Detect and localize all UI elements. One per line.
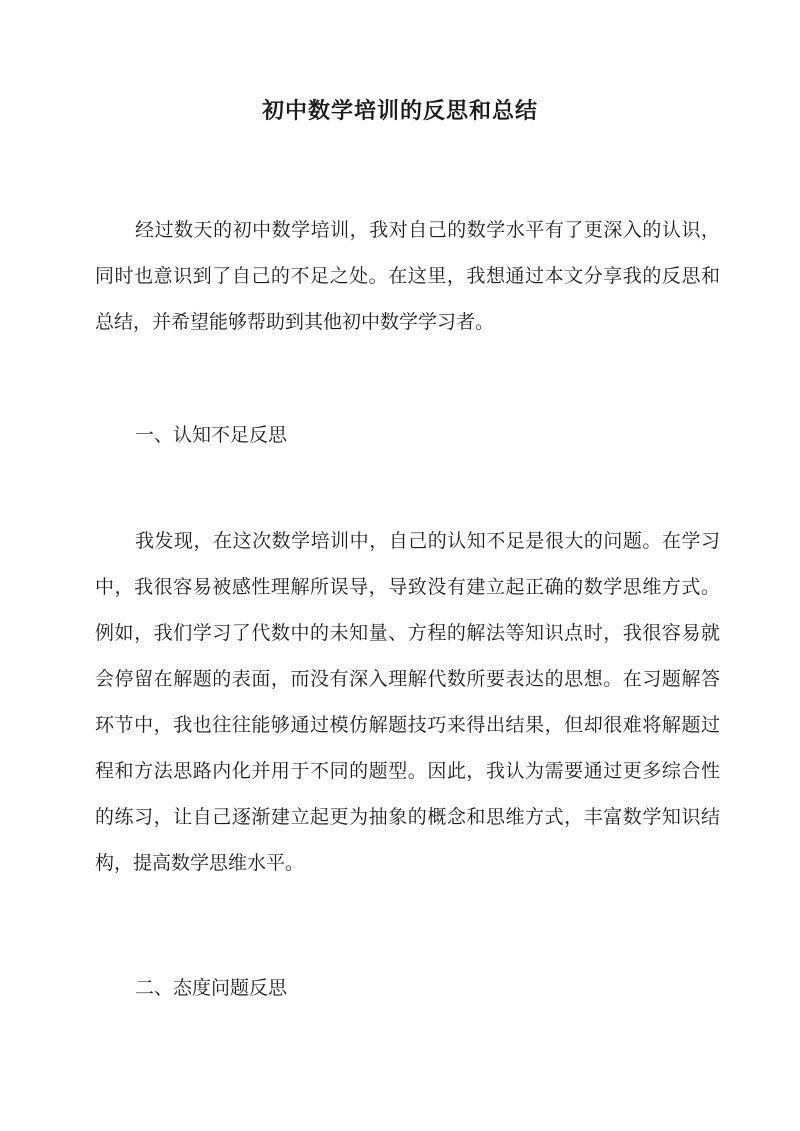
paragraph-line: 会停留在解题的表面，而没有深入理解代数所要表达的思想。在习题解答 <box>95 668 720 690</box>
paragraph-line: 环节中，我也往往能够通过模仿解题技巧来得出结果，但却很难将解题过 <box>95 714 720 736</box>
paragraph-line: 经过数天的初中数学培训，我对自己的数学水平有了更深入的认识， <box>135 219 720 241</box>
intro-paragraph <box>95 207 720 345</box>
paragraph-line: 例如，我们学习了代数中的未知量、方程的解法等知识点时，我很容易就 <box>95 622 720 644</box>
section-heading-1: 一、认知不足反思 <box>135 424 288 446</box>
paragraph-line: 同时也意识到了自己的不足之处。在这里，我想通过本文分享我的反思和 <box>95 265 720 287</box>
paragraph-line: 总结，并希望能够帮助到其他初中数学学习者。 <box>95 311 495 333</box>
document-title: 初中数学培训的反思和总结 <box>261 98 538 124</box>
paragraph-line: 的练习，让自己逐渐建立起更为抽象的概念和思维方式，丰富数学知识结 <box>95 806 720 828</box>
paragraph-line: 我发现，在这次数学培训中，自己的认知不足是很大的问题。在学习 <box>135 530 720 552</box>
paragraph-line: 构，提高数学思维水平。 <box>95 852 305 874</box>
section1-paragraph <box>95 518 720 886</box>
paragraph-line: 程和方法思路内化并用于不同的题型。因此，我认为需要通过更多综合性 <box>95 760 720 782</box>
section-heading-2: 二、态度问题反思 <box>135 977 288 999</box>
paragraph-line: 中，我很容易被感性理解所误导，导致没有建立起正确的数学思维方式。 <box>95 576 720 598</box>
